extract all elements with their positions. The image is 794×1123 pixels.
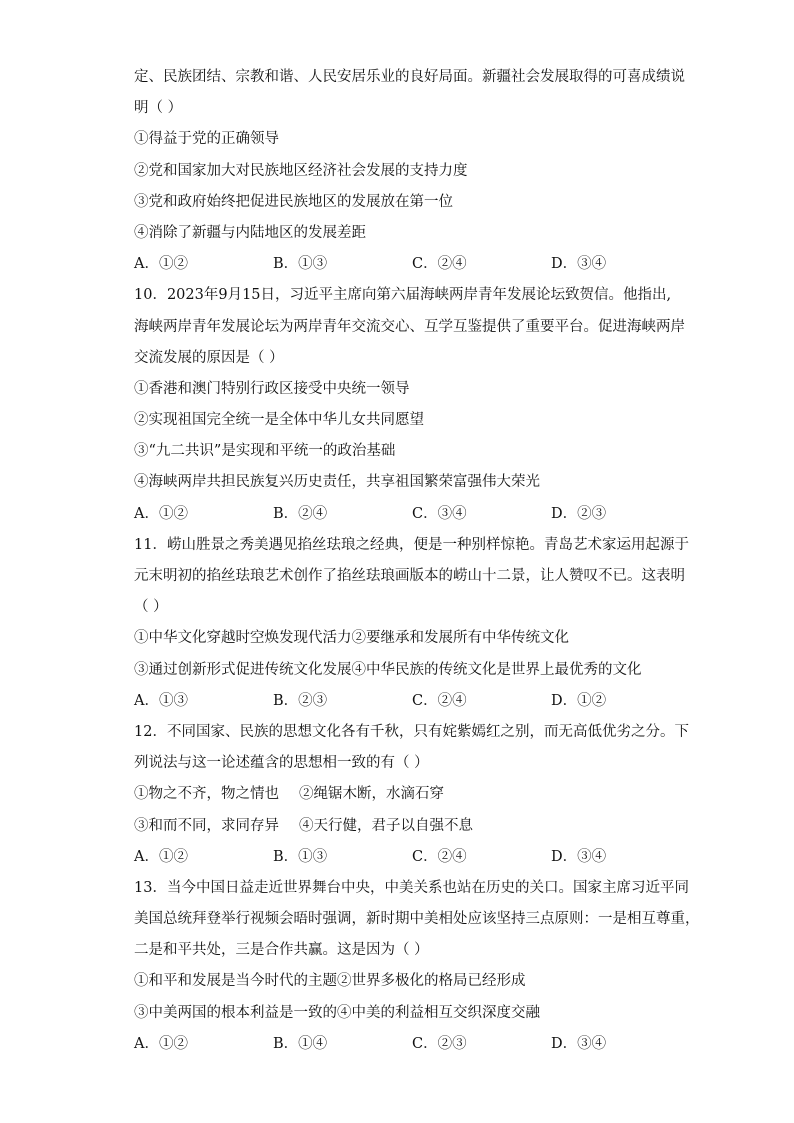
question-stem-line: 定、民族团结、宗教和谐、人民安居乐业的良好局面。新疆社会发展取得的可喜成绩说	[134, 69, 685, 85]
choice-d[interactable]: D．③④	[551, 256, 607, 273]
option-row	[134, 811, 664, 842]
choice-c[interactable]: C．②④	[412, 692, 467, 709]
choice-a[interactable]: A．①②	[134, 1035, 188, 1052]
choice-d[interactable]: D．③④	[551, 848, 607, 865]
option-statement: ②党和国家加大对民族地区经济社会发展的支持力度	[134, 162, 468, 179]
question-stem-line: 二是和平共处，三是合作共赢。这是因为（ ）	[134, 942, 429, 959]
choice-a[interactable]: A．①③	[134, 692, 188, 709]
option-statement: ①得益于党的正确领导	[134, 131, 279, 148]
question-stem-line: 11．崂山胜景之秀美遇见掐丝珐琅之经典，便是一种别样惊艳。青岛艺术家运用起源于	[134, 536, 689, 553]
choice-b[interactable]: B．①③	[273, 848, 328, 865]
answer-choices	[134, 1029, 664, 1060]
choice-b[interactable]: B．②④	[273, 505, 328, 522]
question-11	[134, 530, 689, 717]
choice-d[interactable]: D．①②	[551, 692, 607, 709]
answer-choices	[134, 249, 664, 280]
option-statement: ④天行健，君子以自强不息	[299, 817, 473, 834]
question-list	[134, 62, 700, 1060]
choice-c[interactable]: C．③④	[412, 505, 467, 522]
choice-a[interactable]: A．①②	[134, 848, 188, 865]
question-stem-line: 交流发展的原因是（ ）	[134, 349, 284, 366]
option-row: ①和平和发展是当今时代的主题②世界多极化的格局已经形成	[134, 973, 526, 990]
question-stem-line: 海峡两岸青年发展论坛为两岸青年交流交心、互学互鉴提供了重要平台。促进海峡两岸	[134, 318, 685, 335]
choice-c[interactable]: C．②④	[412, 848, 467, 865]
question-stem-line: 13．当今中国日益走近世界舞台中央，中美关系也站在历史的关口。国家主席习近平同	[134, 879, 689, 896]
option-statement: ④消除了新疆与内陆地区的发展差距	[134, 224, 366, 241]
choice-c[interactable]: C．②④	[412, 256, 467, 273]
choice-a[interactable]: A．①②	[134, 256, 188, 273]
answer-choices	[134, 686, 664, 717]
question-stem-line: 明（ ）	[134, 100, 183, 117]
option-statement: ①香港和澳门特别行政区接受中央统一领导	[134, 380, 410, 397]
question-stem-line: （ ）	[134, 599, 168, 616]
question-stem-line: 元末明初的掐丝珐琅艺术创作了掐丝珐琅画版本的崂山十二景，让人赞叹不已。这表明	[134, 568, 685, 584]
question-13	[134, 873, 700, 1060]
question-12	[134, 717, 689, 873]
choice-b[interactable]: B．①④	[273, 1035, 328, 1052]
choice-b[interactable]: B．②③	[273, 692, 328, 709]
question-stem-line: 10．2023年9月15日，习近平主席向第六届海峡两岸青年发展论坛致贺信。他指出,	[134, 287, 672, 304]
answer-choices	[134, 499, 664, 530]
choice-b[interactable]: B．①③	[273, 256, 328, 273]
question-stem-line: 美国总统拜登举行视频会晤时强调，新时期中美相处应该坚持三点原则：一是相互尊重，	[134, 911, 700, 928]
option-statement: ③党和政府始终把促进民族地区的发展放在第一位	[134, 193, 453, 210]
option-statement: ④海峡两岸共担民族复兴历史责任，共享祖国繁荣富强伟大荣光	[134, 474, 540, 491]
choice-c[interactable]: C．②③	[412, 1035, 467, 1052]
option-statement: ②绳锯木断，水滴石穿	[299, 786, 444, 803]
choice-d[interactable]: D．③④	[551, 1035, 607, 1052]
option-statement: ①物之不齐，物之情也	[134, 786, 279, 803]
option-statement: ③“九二共识”是实现和平统一的政治基础	[134, 443, 396, 460]
option-statement: ③和而不同，求同存异	[134, 817, 279, 834]
option-statement: ②实现祖国完全统一是全体中华儿女共同愿望	[134, 412, 424, 429]
option-row: ③中美两国的根本利益是一致的④中美的利益相互交织深度交融	[134, 1004, 540, 1021]
option-row: ③通过创新形式促进传统文化发展④中华民族的传统文化是世界上最优秀的文化	[134, 661, 642, 678]
answer-choices	[134, 842, 664, 873]
option-row: ①中华文化穿越时空焕发现代活力②要继承和发展所有中华传统文化	[134, 630, 569, 647]
choice-a[interactable]: A．①②	[134, 505, 188, 522]
question-9	[134, 62, 685, 280]
option-row	[134, 779, 664, 810]
question-stem-line: 列说法与这一论述蕴含的思想相一致的有（ ）	[134, 755, 429, 772]
choice-d[interactable]: D．②③	[551, 505, 607, 522]
question-stem-line: 12．不同国家、民族的思想文化各有千秋，只有姹紫嫣红之别，而无高低优劣之分。下	[134, 723, 689, 740]
question-10	[134, 280, 685, 530]
